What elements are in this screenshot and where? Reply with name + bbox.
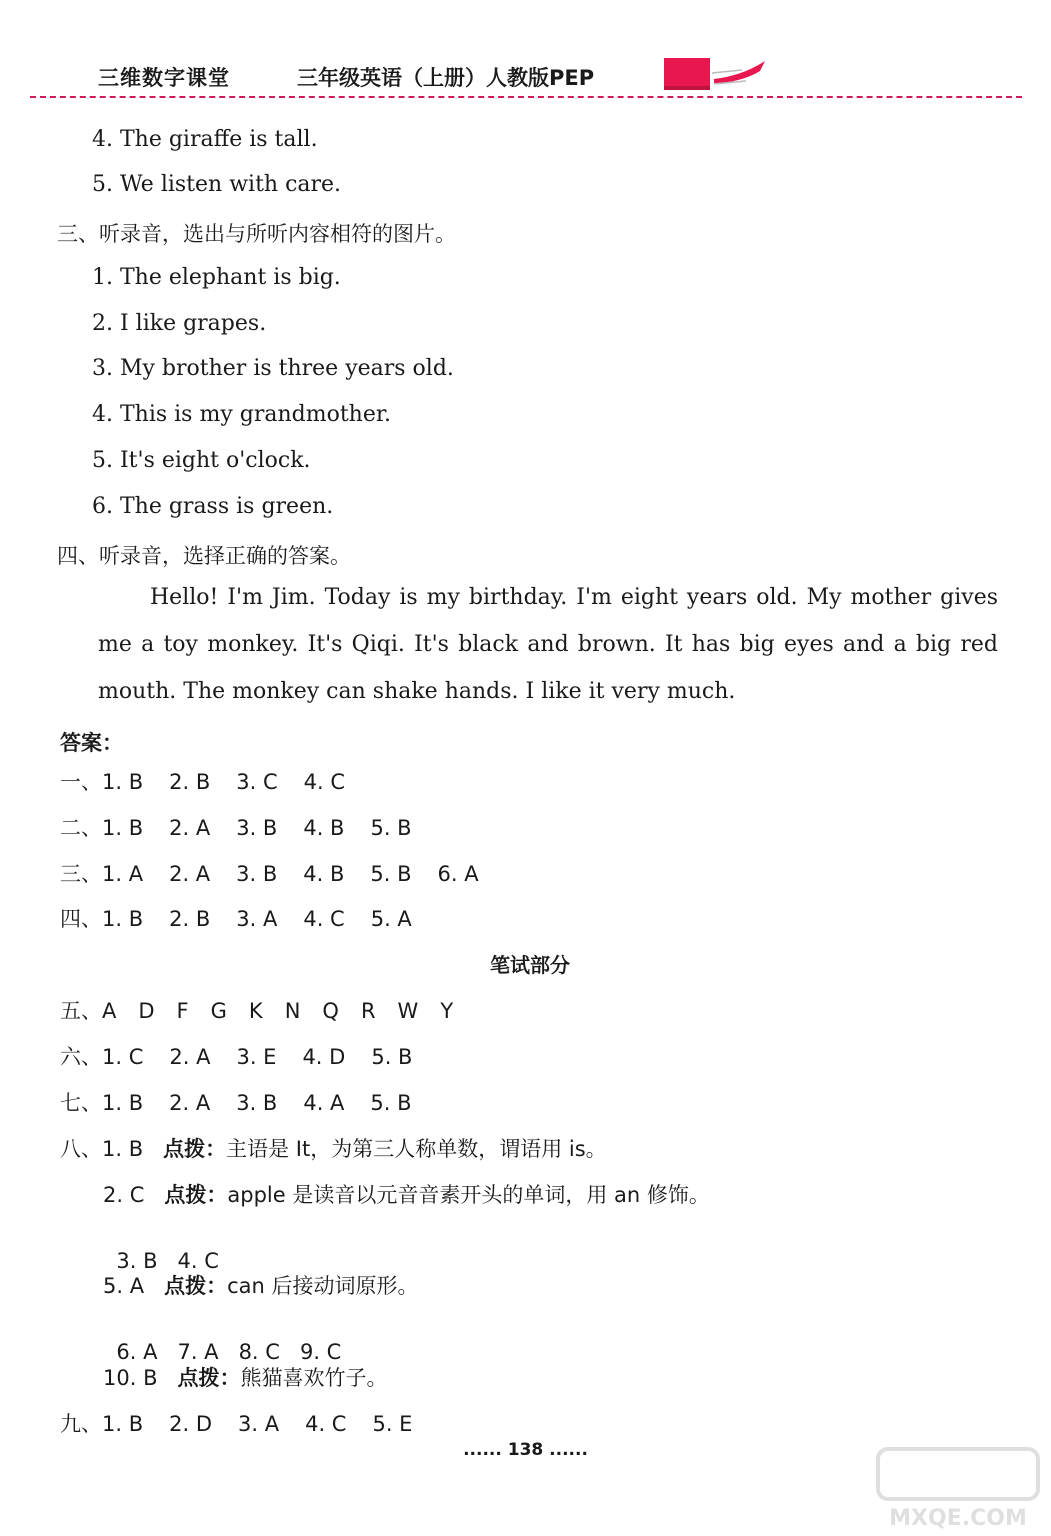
section-8-line — [103, 1316, 341, 1364]
section-3-item: 1. The elephant is big. — [92, 265, 341, 290]
answer-row-cells — [102, 862, 479, 886]
answer-cell: 3. A — [238, 1412, 280, 1436]
answer-value: 5. A — [103, 1274, 145, 1298]
answer-cell: N — [284, 999, 301, 1023]
answer-row-prefix: 六、 — [60, 1045, 102, 1069]
answer-cell: W — [397, 999, 419, 1023]
section-4-passage: Hello! I'm Jim. Today is my birthday. I'm eight years old. My mother gives me a toy monkey. It's Qiqi. It's black and brown. It has big eyes and a big red mouth. The monkey can shake hands. I like it very much. — [98, 585, 998, 704]
answer-row-prefix: 三、 — [60, 862, 102, 886]
header-brand: 三维数字课堂 — [98, 66, 230, 90]
answer-cell: 2. A — [169, 1045, 211, 1069]
page-number-value: 138 — [507, 1440, 544, 1460]
answer-row — [60, 995, 453, 1025]
section-8-line — [103, 1362, 387, 1392]
header-book-title: 三年级英语（上册）人教版PEP — [297, 66, 595, 90]
answer-cell: D — [138, 999, 155, 1023]
answer-cell: 2. B — [169, 907, 211, 931]
answer-cell: F — [176, 999, 189, 1023]
answer-row-cells — [102, 770, 345, 794]
answer-cell: 4. B — [303, 816, 345, 840]
answer-cell: 1. B — [102, 770, 144, 794]
answer-cell: 1. B — [102, 816, 144, 840]
answer-value: 10. B — [103, 1366, 158, 1390]
section-4-title: 四、听录音，选择正确的答案。 — [57, 544, 351, 568]
answer-row-cells — [102, 999, 453, 1023]
answer-cell: 3. B — [236, 862, 278, 886]
header-divider — [30, 96, 1022, 98]
answer-cell: 5. B — [370, 816, 412, 840]
section-3-item: 6. The grass is green. — [92, 494, 334, 519]
written-part-heading: 笔试部分 — [490, 953, 570, 977]
answer-cell: 5. B — [371, 1045, 413, 1069]
hint-text: can 后接动词原形。 — [227, 1274, 419, 1298]
answer-cell: 4. C — [305, 1412, 347, 1436]
answers-heading: 答案： — [60, 731, 123, 755]
answer-row-prefix: 二、 — [60, 816, 102, 840]
answer-cell: 1. B — [102, 1091, 144, 1115]
answer-cell: 2. D — [169, 1412, 213, 1436]
answer-value: 1. B — [102, 1137, 144, 1161]
answer-row-cells — [102, 816, 412, 840]
answer-cell: Q — [322, 999, 339, 1023]
answer-cell: A — [102, 999, 117, 1023]
watermark-logo — [870, 1445, 1045, 1533]
answer-row-prefix: 七、 — [60, 1091, 102, 1115]
section-8-line — [103, 1225, 219, 1273]
hint-label: 点拨： — [164, 1183, 228, 1207]
page-header — [0, 0, 1051, 100]
answer-cell: 1. A — [102, 862, 144, 886]
answer-cell: 4. C — [303, 770, 345, 794]
answer-row — [60, 812, 412, 842]
answer-cell: K — [248, 999, 263, 1023]
answer-cell: 5. B — [370, 862, 412, 886]
watermark-text: MXQE.COM — [889, 1506, 1027, 1531]
answer-cell: 5. E — [372, 1412, 413, 1436]
answer-cell: 4. C — [303, 907, 345, 931]
answer-cell: 2. B — [169, 770, 211, 794]
answer-row-cells — [102, 907, 412, 931]
page-number-dots: ...... — [549, 1440, 588, 1460]
listening-item: 5. We listen with care. — [92, 172, 342, 197]
section-3-item: 5. It's eight o'clock. — [92, 448, 311, 473]
answer-cell: R — [360, 999, 376, 1023]
answer-row — [60, 1408, 412, 1438]
answer-cell: 3. B — [236, 1091, 278, 1115]
answer-row — [60, 1087, 412, 1117]
hint-text: 主语是 It，为第三人称单数，谓语用 is。 — [226, 1137, 607, 1161]
answer-cell: 4. B — [303, 862, 345, 886]
section-8-line — [60, 1133, 607, 1163]
answer-cell: 1. C — [102, 1045, 144, 1069]
answer-value: 6. A 7. A 8. C 9. C — [116, 1340, 342, 1364]
answer-row — [60, 903, 412, 933]
hint-label: 点拨： — [164, 1274, 228, 1298]
answer-row-cells — [102, 1091, 412, 1115]
section-3-item: 4. This is my grandmother. — [92, 402, 391, 427]
answer-cell: Y — [440, 999, 454, 1023]
answer-row-prefix: 四、 — [60, 907, 102, 931]
section-8-prefix: 八、 — [60, 1137, 102, 1161]
answer-cell: 3. A — [236, 907, 278, 931]
answer-cell: 1. B — [102, 1412, 144, 1436]
answer-cell: 4. A — [303, 1091, 345, 1115]
hint-text: apple 是读音以元音音素开头的单词，用 an 修饰。 — [227, 1183, 710, 1207]
section-8-line — [103, 1179, 710, 1209]
section-3-item: 3. My brother is three years old. — [92, 356, 454, 381]
answer-cell: 2. A — [169, 816, 211, 840]
section-3-title: 三、听录音，选出与所听内容相符的图片。 — [57, 222, 456, 246]
answer-row-cells — [102, 1412, 412, 1436]
answer-row — [60, 858, 479, 888]
answer-cell: 5. B — [370, 1091, 412, 1115]
answer-row-prefix: 一、 — [60, 770, 102, 794]
answer-row-prefix: 九、 — [60, 1412, 102, 1436]
hint-label: 点拨： — [163, 1137, 227, 1161]
listening-item: 4. The giraffe is tall. — [92, 127, 318, 152]
section-3-item: 2. I like grapes. — [92, 311, 267, 336]
answer-row — [60, 1041, 412, 1071]
answer-row-cells — [102, 1045, 412, 1069]
answer-cell: 3. E — [236, 1045, 277, 1069]
hint-label: 点拨： — [177, 1366, 241, 1390]
rocket-logo-icon — [662, 55, 772, 95]
answer-cell: 6. A — [437, 862, 479, 886]
answer-row — [60, 766, 345, 796]
answer-value: 3. B 4. C — [116, 1249, 219, 1273]
answer-cell: 3. B — [236, 816, 278, 840]
answer-value: 2. C — [103, 1183, 145, 1207]
answer-cell: G — [210, 999, 227, 1023]
answer-cell: 1. B — [102, 907, 144, 931]
answer-cell: 5. A — [370, 907, 412, 931]
answer-cell: 4. D — [302, 1045, 346, 1069]
answer-cell: 3. C — [236, 770, 278, 794]
answer-row-prefix: 五、 — [60, 999, 102, 1023]
section-8-line — [103, 1270, 418, 1300]
answer-cell: 2. A — [169, 1091, 211, 1115]
hint-text: 熊猫喜欢竹子。 — [240, 1366, 388, 1390]
answer-cell: 2. A — [169, 862, 211, 886]
page-number-dots: ...... — [463, 1440, 502, 1460]
